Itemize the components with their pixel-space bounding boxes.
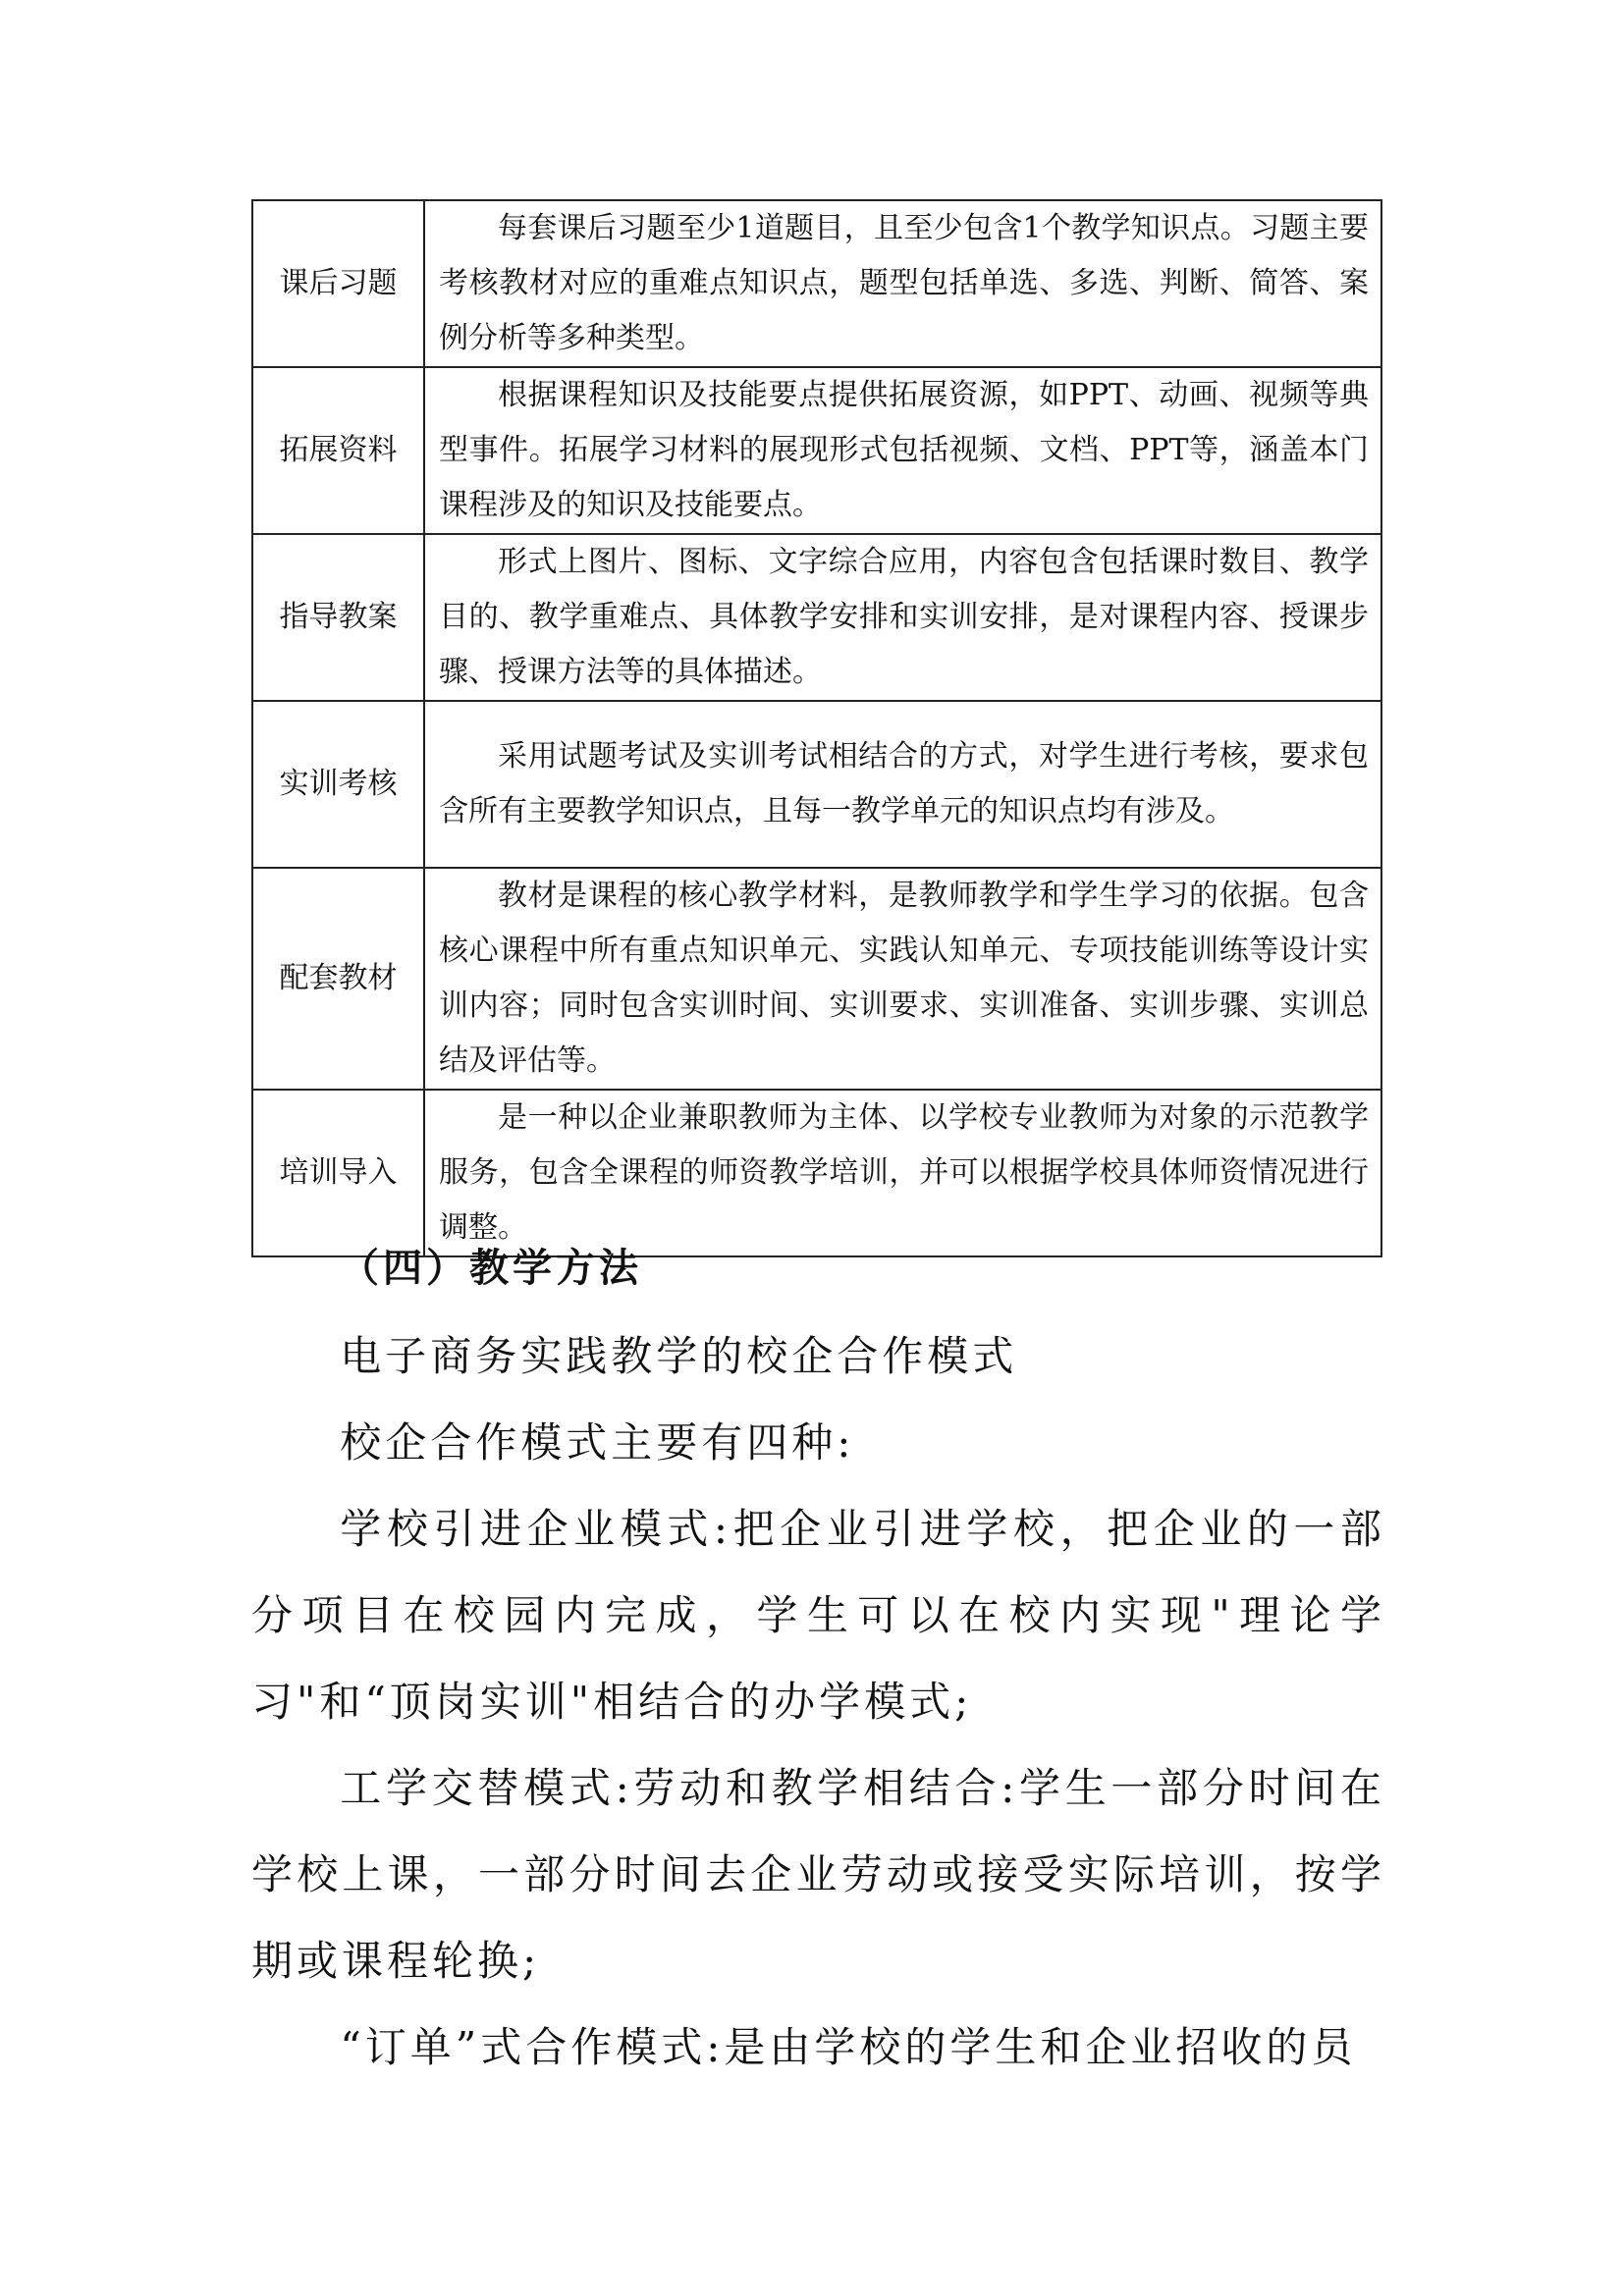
table-row <box>252 701 1381 868</box>
table-row <box>252 200 1381 367</box>
table-row <box>252 1090 1381 1256</box>
row-description-text: 根据课程知识及技能要点提供拓展资源，如PPT、动画、视频等典型事件。拓展学习材料的展现形式包括视频、文档、PPT等，涵盖本门课程涉及的知识及技能要点。 <box>439 378 1369 522</box>
paragraph-work-study-mode: 工学交替模式:劳动和教学相结合:学生一部分时间在学校上课，一部分时间去企业劳动或接受实际培训，按学期或课程轮换; <box>251 1764 1385 1985</box>
row-name-cell: 培训导入 <box>252 1090 424 1256</box>
row-name-cell: 拓展资料 <box>252 367 424 534</box>
paragraph-school-enterprise-mode: 学校引进企业模式:把企业引进学校，把企业的一部分项目在校园内完成，学生可以在校内实现"理论学习"和“顶岗实训"相结合的办学模式; <box>251 1505 1385 1726</box>
row-description-cell <box>424 1090 1381 1256</box>
row-name-cell: 指导教案 <box>252 534 424 701</box>
table-row <box>252 367 1381 534</box>
row-name-cell: 配套教材 <box>252 868 424 1090</box>
row-description-cell <box>424 868 1381 1090</box>
row-description-cell <box>424 701 1381 868</box>
row-description-cell <box>424 200 1381 367</box>
table-row <box>252 868 1381 1090</box>
row-description-cell <box>424 367 1381 534</box>
paragraph-order-mode: “订单”式合作模式:是由学校的学生和企业招收的员 <box>340 2023 1357 2071</box>
section-heading: （四）教学方法 <box>340 1245 642 1291</box>
row-description-cell <box>424 534 1381 701</box>
row-name-cell: 实训考核 <box>252 701 424 868</box>
teaching-resources-table <box>251 199 1382 1257</box>
row-description-text: 是一种以企业兼职教师为主体、以学校专业教师为对象的示范教学服务，包含全课程的师资教学培训，并可以根据学校具体师资情况进行调整。 <box>439 1100 1369 1245</box>
row-description-text: 教材是课程的核心教学材料，是教师教学和学生学习的依据。包含核心课程中所有重点知识单元、实践认知单元、专项技能训练等设计实训内容；同时包含实训时间、实训要求、实训准备、实训步骤、实训总结及评估等。 <box>439 879 1369 1078</box>
row-description-text: 每套课后习题至少1道题目，且至少包含1个教学知识点。习题主要考核教材对应的重难点知识点，题型包括单选、多选、判断、简答、案例分析等多种类型。 <box>439 211 1369 355</box>
row-description-text: 形式上图片、图标、文字综合应用，内容包含包括课时数目、教学目的、教学重难点、具体教学安排和实训安排，是对课程内容、授课步骤、授课方法等的具体描述。 <box>439 545 1369 689</box>
row-name-cell: 课后习题 <box>252 200 424 367</box>
paragraph-intro: 校企合作模式主要有四种: <box>340 1418 855 1467</box>
paragraph-title: 电子商务实践教学的校企合作模式 <box>340 1332 1018 1380</box>
row-description-text: 采用试题考试及实训考试相结合的方式，对学生进行考核，要求包含所有主要教学知识点，且每一教学单元的知识点均有涉及。 <box>439 739 1369 828</box>
table-row <box>252 534 1381 701</box>
